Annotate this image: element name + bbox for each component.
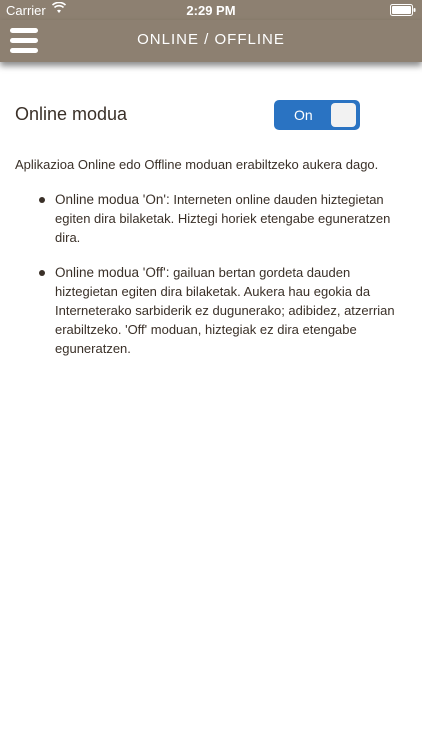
online-mode-label: Online modua (15, 104, 128, 124)
clock: 2:29 PM (186, 3, 236, 18)
bullet-icon (39, 197, 45, 203)
toggle-knob[interactable] (331, 103, 356, 127)
bullet-list (15, 190, 410, 358)
online-mode-toggle[interactable] (274, 100, 360, 130)
list-item (15, 263, 410, 358)
navigation-bar (0, 20, 422, 62)
bullet-term: Online modua 'Off': (55, 265, 170, 280)
hamburger-icon[interactable] (10, 28, 40, 54)
bullet-text: gailuan bertan gordeta dauden hiztegietan egiten dira bilaketak. Aukera hau egokia da Interneterako sarbiderik ez dugunerako; adibidez, atzerrian erabiltzeko. 'Off' moduan, hiztegiak ez dira etengabe eguneratzen. (55, 265, 395, 356)
carrier-label: Carrier (6, 3, 46, 18)
battery-icon (390, 4, 416, 16)
bullet-icon (39, 270, 45, 276)
intro-text: Aplikazioa Online edo Offline moduan erabiltzeko aukera dago. (15, 157, 379, 172)
page-title: ONLINE / OFFLINE (137, 31, 285, 48)
online-mode-row (0, 98, 422, 132)
bullet-text: Interneten online dauden hiztegietan egiten dira bilaketak. Hiztegi horiek etengabe eguneratzen dira. (55, 192, 391, 245)
help-content (15, 155, 410, 374)
list-item (15, 190, 410, 247)
toggle-state-label: On (294, 107, 313, 123)
bullet-term: Online modua 'On': (55, 192, 170, 207)
status-bar (0, 0, 422, 20)
